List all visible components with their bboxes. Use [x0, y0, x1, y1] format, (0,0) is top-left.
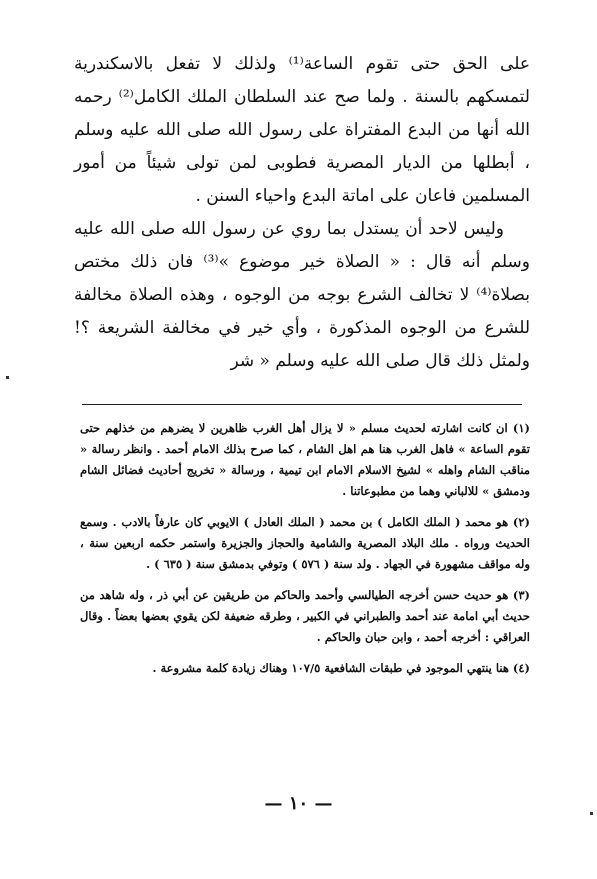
footnote-1: (١) ان كانت اشارته لحديث مسلم « لا يزال أهل الغرب ظاهرين لا يضرهم من خذلهم حتى تقوم الساعة » فاهل الغرب هنا هم اهل الشام ، كما صرح بذلك الامام أحمد . وانظر رسالة « مناقب الشام واهله » لشيخ الاسلام الامام ابن تيمية ، ورسالة « تخريج أحاديث فضائل الشام ودمشق » للالباني وهما من مطبوعاتنا . [80, 421, 530, 498]
footnote-separator [82, 404, 522, 405]
paragraph-2: وليس لاحد أن يستدل بما روي عن رسول الله صلى الله عليه وسلم أنه قال : « الصلاة خير موضوع »⁽³⁾ فان ذلك مختص بصلاة⁽⁴⁾ لا تخالف الشرع بوجه من الوجوه ، وهذه الصلاة مخالفة للشرع من الوجوه المذكورة ، وأي خير في مخالفة الشريعة ؟! ولمثل ذلك قال صلى الله عليه وسلم « شر [74, 219, 530, 371]
scan-mark [590, 812, 593, 815]
paragraph-1: على الحق حتى تقوم الساعة⁽¹⁾ ولذلك لا تفعل بالاسكندرية لتمسكهم بالسنة . ولما صح عند السلطان الملك الكامل⁽²⁾ رحمه الله أنها من البدع المفتراة على رسول الله صلى الله عليه وسلم ، أبطلها من الديار المصرية فطوبى لمن تولى شيئاً من أمور المسلمين فاعان على اماتة البدع واحياء السنن . [74, 54, 530, 206]
footnote-4: (٤) هنا ينتهي الموجود في طبقات الشافعية ١٠٧/٥ وهناك زيادة كلمة مشروعة . [152, 661, 530, 675]
footnote-3: (٣) هو حديث حسن أخرجه الطيالسي وأحمد والحاكم من طريقين عن أبي ذر ، وله شاهد من حديث أبي امامة عند أحمد والطبراني في الكبير ، وطرقه ضعيفة لكن يقوي بعضها بعضاً . وقال العراقي : أخرجه أحمد ، وابن حبان والحاكم . [80, 588, 530, 644]
page-number: — ١٠ — [264, 793, 333, 814]
footnote-2: (٢) هو محمد ( الملك الكامل ) بن محمد ( الملك العادل ) الايوبي كان عارفاً بالادب . وسمع الحديث ورواه . ملك البلاد المصرية والشامية والحجاز والجزيرة واستمر حكمه اربعين سنة ، وله مواقف مشهورة في الجهاد . ولد سنة ( ٥٧٦ ) وتوفي بدمشق سنة ( ٦٣٥ ) . [80, 515, 530, 571]
main-text [74, 48, 530, 378]
scan-mark [6, 376, 9, 379]
footnotes [80, 418, 530, 689]
